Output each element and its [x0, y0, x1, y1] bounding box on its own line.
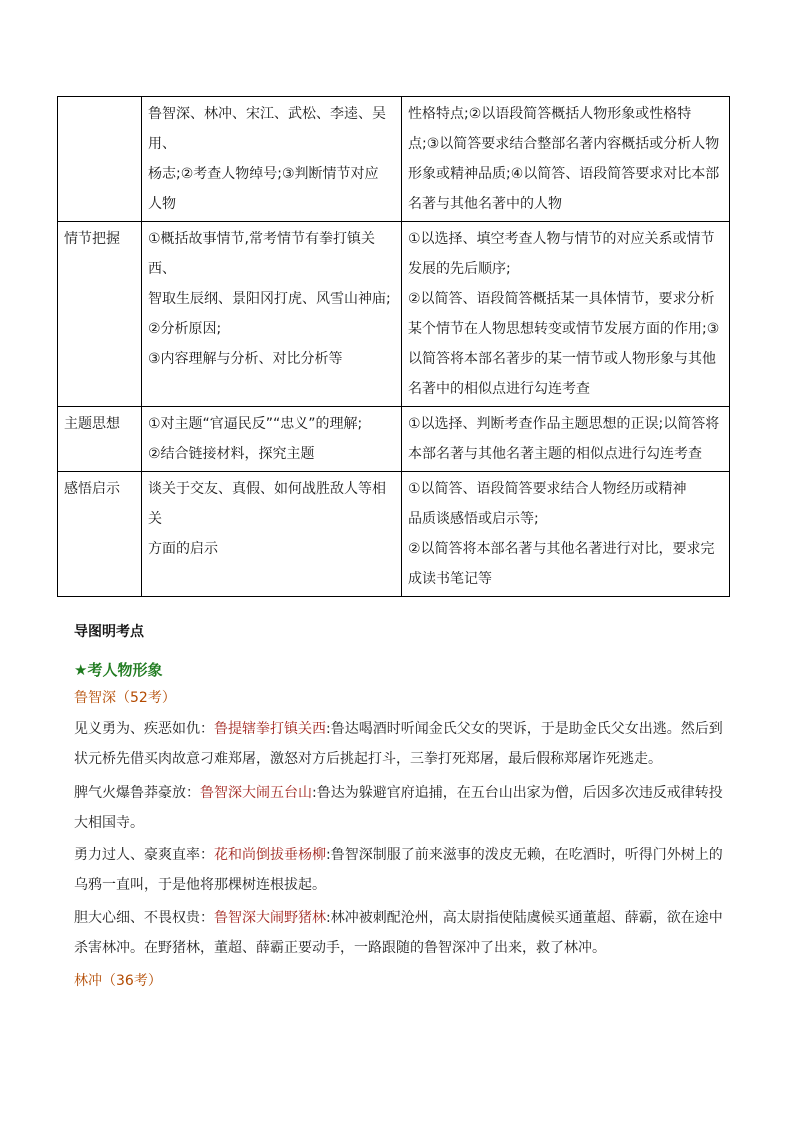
- character-lu-heading: [74, 687, 176, 707]
- character-name: 林冲: [74, 973, 102, 989]
- event-title: 鲁智深大闹五台山: [200, 785, 312, 801]
- cell-line: 鲁智深、林冲、宋江、武松、李逵、吴用、: [148, 106, 386, 152]
- row-label-cell: [58, 222, 142, 407]
- table-row: [58, 97, 730, 222]
- row-label-cell: [58, 97, 142, 222]
- event-desc: 状元桥先借买肉故意刁难郑屠，激怒对方后挑起打斗，三拳打死郑屠，最后假称郑屠诈死逃走。: [74, 751, 662, 767]
- row-label: 主题思想: [64, 416, 120, 432]
- event-desc: 杀害林冲。在野猪林，董超、薛霸正要动手，一路跟随的鲁智深冲了出来，救了林冲。: [74, 940, 606, 956]
- cell-line: 品质谈感悟或启示等;: [408, 511, 539, 527]
- cell-line: 杨志;②考查人物绰号;③判断情节对应: [148, 166, 379, 182]
- cell-line: ③内容理解与分析、对比分析等: [148, 351, 343, 367]
- cell-line: 智取生辰纲、景阳冈打虎、风雪山神庙;: [148, 291, 391, 307]
- character-lin-heading: [74, 970, 162, 990]
- event-title: 鲁提辖拳打镇关西: [214, 721, 326, 737]
- character-name: 鲁智深: [74, 690, 116, 706]
- cell-line: ②结合链接材料，探究主题: [148, 446, 315, 462]
- lu-item-1: [74, 714, 734, 774]
- cell-line: 本部名著与其他名著主题的相似点进行勾连考查: [408, 446, 702, 462]
- event-desc: :鲁达为躲避官府追捕，在五台山出家为僧，后因多次违反戒律转投: [312, 785, 723, 801]
- lu-item-2: [74, 778, 734, 838]
- cell-line: 名著中的相似点进行勾连考查: [408, 381, 590, 397]
- cell-line: ①以简答、语段简答要求结合人物经历或精神: [408, 481, 687, 497]
- cell-line: 形象或精神品质;④以简答、语段简答要求对比本部: [408, 166, 720, 182]
- content-cell: [142, 407, 402, 472]
- event-desc: :鲁达喝酒时听闻金氏父女的哭诉，于是助金氏父女出逃。然后到: [326, 721, 723, 737]
- lu-item-4: [74, 903, 734, 963]
- cell-line: 以简答将本部名著步的某一情节或人物形象与其他: [408, 351, 716, 367]
- exam-method-cell: [402, 407, 730, 472]
- cell-line: 谈关于交友、真假、如何战胜敌人等相关: [148, 481, 386, 527]
- table-row: [58, 222, 730, 407]
- table-row: [58, 407, 730, 472]
- content-cell: [142, 97, 402, 222]
- cell-line: 名著与其他名著中的人物: [408, 196, 562, 212]
- event-title: 鲁智深大闹野猪林: [214, 910, 326, 926]
- event-desc: :林冲被刺配沧州，高太尉指使陆虞候买通董超、薛霸，欲在途中: [326, 910, 723, 926]
- event-desc: 大相国寺。: [74, 815, 144, 831]
- cell-line: 性格特点;②以语段简答概括人物形象或性格特: [408, 106, 692, 122]
- exam-count: （52考）: [116, 690, 176, 706]
- character-image-heading: ★考人物形象: [74, 661, 163, 679]
- event-title: 花和尚倒拔垂杨柳: [214, 847, 326, 863]
- exam-points-table: [57, 96, 730, 597]
- event-desc: :鲁智深制服了前来滋事的泼皮无赖，在吃酒时，听得门外树上的: [326, 847, 723, 863]
- exam-method-cell: [402, 472, 730, 597]
- content-cell: [142, 472, 402, 597]
- row-label-cell: [58, 407, 142, 472]
- mindmap-heading: 导图明考点: [74, 624, 144, 640]
- event-desc: 乌鸦一直叫，于是他将那棵树连根拔起。: [74, 877, 326, 893]
- exam-method-cell: [402, 222, 730, 407]
- content-cell: [142, 222, 402, 407]
- cell-line: 点;③以简答要求结合整部名著内容概括或分析人物: [408, 136, 720, 152]
- cell-line: 发展的先后顺序;: [408, 261, 511, 277]
- trait-label: 胆大心细、不畏权贵：: [74, 910, 214, 926]
- table-row: [58, 472, 730, 597]
- trait-label: 脾气火爆鲁莽豪放：: [74, 785, 200, 801]
- row-label-cell: [58, 472, 142, 597]
- exam-count: （36考）: [102, 973, 162, 989]
- cell-line: 人物: [148, 196, 176, 212]
- exam-method-cell: [402, 97, 730, 222]
- cell-line: ①以选择、填空考查人物与情节的对应关系或情节: [408, 231, 715, 247]
- row-label: 情节把握: [64, 231, 120, 247]
- trait-label: 见义勇为、疾恶如仇：: [74, 721, 214, 737]
- cell-line: 某个情节在人物思想转变或情节发展方面的作用;③: [408, 321, 720, 337]
- cell-line: ①以选择、判断考查作品主题思想的正误;以简答将: [408, 416, 720, 432]
- cell-line: 成读书笔记等: [408, 571, 492, 587]
- cell-line: 方面的启示: [148, 541, 218, 557]
- row-label: 感悟启示: [64, 481, 120, 497]
- lu-item-3: [74, 840, 734, 900]
- trait-label: 勇力过人、豪爽直率：: [74, 847, 214, 863]
- cell-line: ②以简答、语段简答概括某一具体情节，要求分析: [408, 291, 715, 307]
- cell-line: ①概括故事情节,常考情节有拳打镇关西、: [148, 231, 376, 277]
- cell-line: ②以简答将本部名著与其他名著进行对比，要求完: [408, 541, 715, 557]
- cell-line: ②分析原因;: [148, 321, 222, 337]
- cell-line: ①对主题“官逼民反”“忠义”的理解;: [148, 416, 363, 432]
